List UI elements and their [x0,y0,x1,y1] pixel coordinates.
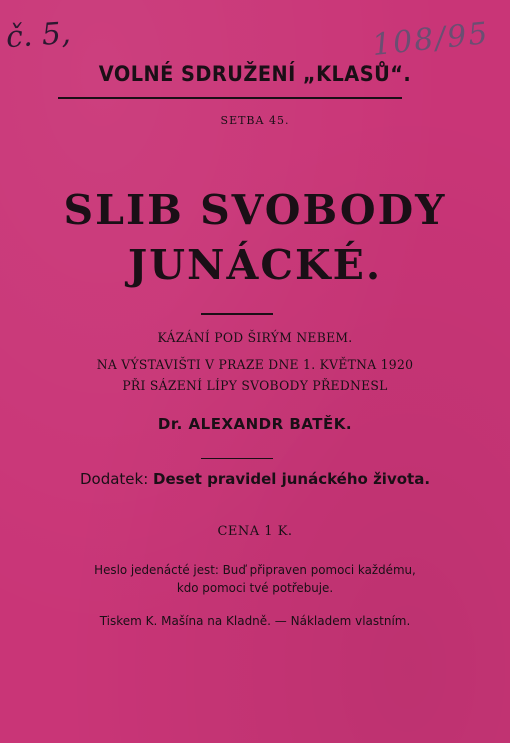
handwritten-number-right: 108/95 [370,15,492,64]
subtitle-line-1: KÁZÁNÍ POD ŠIRÝM NEBEM. [157,331,353,346]
supplement-title: Deset pravidel junáckého života. [153,470,431,488]
supplement-line [0,470,510,488]
handwritten-number-left: č. 5, [4,15,72,56]
imprint-line: Tiskem K. Mašína na Kladně. — Nákladem vlastním. [99,613,411,628]
subtitle-line-2: NA VÝSTAVIŠTI V PRAZE DNE 1. KVĚTNA 1920 [96,358,414,373]
author-divider [201,458,273,459]
title-line-2: JUNÁCKÉ. [127,241,383,289]
header-divider [58,97,402,99]
title-divider [201,313,273,315]
title-line-1: SLIB SVOBODY [63,186,447,234]
author-name: Dr. ALEXANDR BATĚK. [157,415,353,433]
supplement-label: Dodatek: [79,470,154,488]
price-label: CENA 1 K. [217,524,293,539]
publisher-header: VOLNÉ SDRUŽENÍ „KLASŮ“. [98,62,412,86]
series-label: SETBA 45. [220,114,290,127]
motto-line-2: kdo pomoci tvé potřebuje. [176,580,334,595]
subtitle-line-3: PŘI SÁZENÍ LÍPY SVOBODY PŘEDNESL [122,379,388,394]
motto-line-1: Heslo jedenácté jest: Buď připraven pomoci každému, [94,562,416,577]
